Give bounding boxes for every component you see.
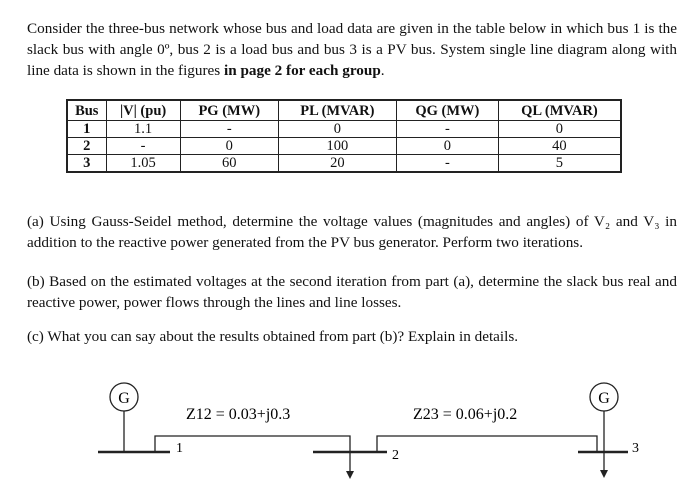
bus-2-label: 2: [392, 448, 399, 463]
table-cell: 60: [180, 155, 278, 173]
question-a: (a) Using Gauss-Seidel method, determine the voltage values (magnitudes and angles) of V₂ and V₃ in addition to the reactive power generated from the PV bus generator. Perform two iterations.: [27, 213, 677, 251]
table-row: [67, 155, 621, 173]
table-cell: 1: [67, 121, 106, 138]
table-cell: -: [396, 155, 498, 173]
table-cell: -: [396, 121, 498, 138]
intro-text: Consider the three-bus network whose bus and load data are given in the table below in which bus 1 is the slack bus with angle 0º, bus 2 is a load bus and bus 3 is a PV bus. System single line diagram along with line data is shown in the figures: [27, 20, 677, 79]
z23-label: Z23 = 0.06+j0.2: [413, 406, 518, 423]
generator-1-label: G: [118, 390, 130, 407]
intro-paragraph: [27, 18, 677, 81]
line-1-2: [155, 436, 350, 452]
table-cell: 0: [498, 121, 621, 138]
table-cell: 2: [67, 138, 106, 155]
table-cell: -: [106, 138, 180, 155]
table-cell: 1.1: [106, 121, 180, 138]
generator-3-label: G: [598, 390, 610, 407]
table-cell: 5: [498, 155, 621, 173]
table-row: [67, 138, 621, 155]
bus-data-table: [66, 99, 622, 173]
header-pg: PG (MW): [180, 100, 278, 121]
table-cell: 100: [278, 138, 396, 155]
table-header-row: [67, 100, 621, 121]
header-pl: PL (MVAR): [278, 100, 396, 121]
table-cell: 40: [498, 138, 621, 155]
header-ql: QL (MVAR): [498, 100, 621, 121]
table-row: [67, 121, 621, 138]
question-c: (c) What you can say about the results obtained from part (b)? Explain in details.: [27, 328, 519, 345]
bus-1-label: 1: [176, 441, 183, 456]
intro-bold: in page 2 for each group: [223, 62, 381, 79]
generator-1: [110, 383, 138, 452]
intro-end: .: [380, 62, 385, 79]
table-cell: 0: [278, 121, 396, 138]
table-cell: 0: [180, 138, 278, 155]
table-cell: -: [180, 121, 278, 138]
load-2-arrow: [346, 452, 354, 479]
z12-label: Z12 = 0.03+j0.3: [186, 406, 291, 423]
bus-3-label: 3: [632, 441, 639, 456]
single-line-diagram: [0, 375, 700, 499]
header-qg: QG (MW): [396, 100, 498, 121]
load-3-arrow: [600, 452, 608, 478]
table-cell: 1.05: [106, 155, 180, 173]
table-cell: 0: [396, 138, 498, 155]
generator-3: [590, 383, 618, 452]
question-b: (b) Based on the estimated voltages at the second iteration from part (a), determine the slack bus real and reactive power, power flows through the lines and line losses.: [27, 273, 677, 311]
header-bus: Bus: [67, 100, 106, 121]
table-cell: 3: [67, 155, 106, 173]
header-v: |V| (pu): [106, 100, 180, 121]
table-cell: 20: [278, 155, 396, 173]
line-2-3: [377, 436, 597, 452]
